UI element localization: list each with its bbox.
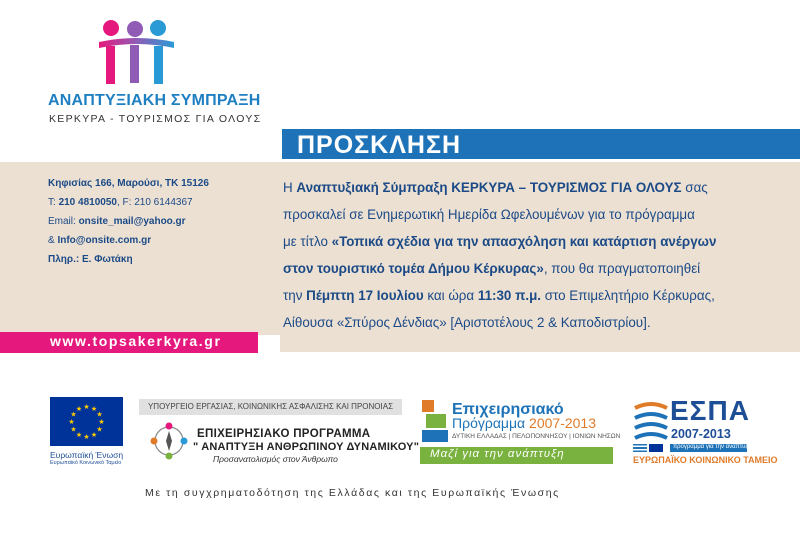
text-line: με τίτλο «Τοπικά σχέδια για την απασχόληση και κατάρτιση ανέργων [283,234,717,249]
ministry-header: ΥΠΟΥΡΓΕΙΟ ΕΡΓΑΣΙΑΣ, ΚΟΙΝΩΝΙΚΗΣ ΑΣΦΑΛΙΣΗΣ ΚΑΙ ΠΡΟΝΟΙΑΣ [139,399,402,415]
ministry-program-line1: ΕΠΙΧΕΙΡΗΣΙΑΚΟ ΠΡΟΓΡΑΜΜΑ [197,428,371,440]
svg-text:★: ★ [96,425,103,434]
op-title-2: Πρόγραμμα 2007-2013 [452,415,596,431]
cofunding-statement: Με τη συγχρηματοδότηση της Ελλάδας και της Ευρωπαϊκής Ένωσης [145,487,560,499]
website-link[interactable]: www.topsakerkyra.gr [50,333,222,349]
espa-wave-icon [633,398,669,442]
op-slogan: Μαζί για την ανάπτυξη [430,448,565,460]
svg-text:★: ★ [96,410,103,419]
espa-logo: ΕΣΠΑ [670,395,750,426]
contact-address: Κηφισίας 166, Μαρούσι, ΤΚ 15126 [48,178,209,189]
contact-email: Email: onsite_mail@yahoo.gr [48,216,186,227]
eu-flag-icon [50,397,123,446]
espa-bar-text: πρόγραμμα για την ανάπτυξη [673,444,752,450]
svg-text:★: ★ [70,410,77,419]
ministry-program-line3: Προσανατολισμός στον Άνθρωπο [213,454,338,464]
espa-fund: ΕΥΡΩΠΑΪΚΟ ΚΟΙΝΩΝΙΚΟ ΤΑΜΕΙΟ [633,455,778,465]
text-line: την Πέμπτη 17 Ιουλίου και ώρα 11:30 π.μ. στο Επιμελητήριο Κέρκυρας, [283,288,715,303]
org-subtitle: ΚΕΡΚΥΡΑ - ΤΟΥΡΙΣΜΟΣ ΓΙΑ ΟΛΟΥΣ [49,113,262,125]
compass-icon [148,420,190,462]
flags-icon [633,444,663,452]
op-regions: ΔΥΤΙΚΗ ΕΛΛΑΔΑΣ | ΠΕΛΟΠΟΝΝΗΣΟΥ | ΙΟΝΙΩΝ ΝΗΣΩΝ [452,433,621,440]
contact-person: Πληρ.: Ε. Φωτάκη [48,254,133,265]
eu-subcaption: Ευρωπαϊκό Κοινωνικό Ταμείο [50,460,122,466]
page-title: ΠΡΟΣΚΛΗΣΗ [297,131,462,159]
text-line: προσκαλεί σε Ενημερωτική Ημερίδα Ωφελουμένων για το πρόγραμμα [283,207,695,222]
svg-text:★: ★ [90,405,98,413]
svg-text:★: ★ [83,433,90,441]
email-link-2[interactable]: Info@onsite.com.gr [57,235,152,246]
people-group-icon [96,18,176,88]
svg-text:★: ★ [90,431,98,439]
invitation-text [283,174,793,336]
espa-years: 2007-2013 [671,427,731,441]
svg-text:★: ★ [70,425,77,434]
svg-text:★: ★ [75,405,83,413]
text-line: στον τουριστικό τομέα Δήμου Κέρκυρας», που θα πραγματοποιηθεί [283,261,701,276]
contact-phone: T: 210 4810050, F: 210 6144367 [48,197,193,208]
operational-programme-icon [420,398,450,444]
email-link-1[interactable]: onsite_mail@yahoo.gr [78,216,186,227]
contact-email-2: & Info@onsite.com.gr [48,235,152,246]
svg-text:★: ★ [98,418,105,426]
text-line: Η Αναπτυξιακή Σύμπραξη ΚΕΡΚΥΡΑ – ΤΟΥΡΙΣΜΟΣ ΓΙΑ ΟΛΟΥΣ σας [283,180,708,195]
text-line: Αίθουσα «Σπύρος Δένδιας» [Αριστοτέλους 2 & Καποδιστρίου]. [283,315,651,330]
org-name: ΑΝΑΠΤΥΞΙΑΚΗ ΣΥΜΠΡΑΞΗ [48,92,261,109]
svg-text:★: ★ [75,431,83,439]
op-title: Επιχειρησιακό [452,401,564,418]
svg-text:★: ★ [68,418,75,426]
ministry-program-line2: " ΑΝΑΠΤΥΞΗ ΑΝΘΡΩΠΙΝΟΥ ΔΥΝΑΜΙΚΟΥ" [193,441,420,453]
svg-text:★: ★ [83,403,90,411]
eu-caption: Ευρωπαϊκή Ένωση [50,450,124,460]
